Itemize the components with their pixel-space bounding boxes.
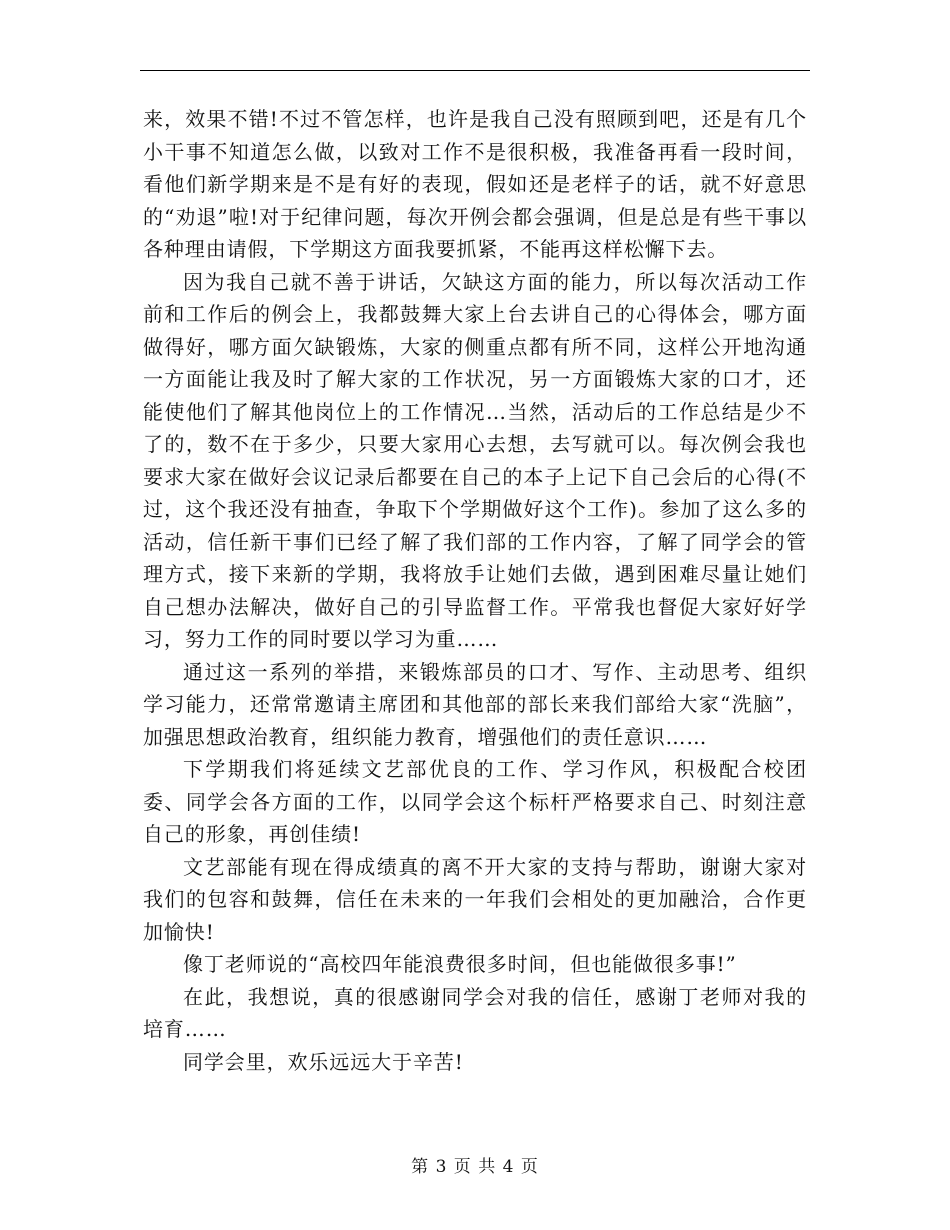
paragraph-1: 来，效果不错!不过不管怎样，也许是我自己没有照顾到吧，还是有几个小干事不知道怎么做，以致对工作不是很积极，我准备再看一段时间，看他们新学期来是不是有好的表现，假如还是老样子的话，就不好意思的“劝退”啦!对于纪律问题，每次开例会都会强调，但是总是有些干事以各种理由请假，下学期这方面我要抓紧，不能再这样松懈下去。 xyxy=(143,107,807,261)
paragraph-6: 像丁老师说的“高校四年能浪费很多时间，但也能做很多事!” xyxy=(183,952,737,976)
paragraph-3: 通过这一系列的举措，来锻炼部员的口才、写作、主动思考、组织学习能力，还常常邀请主席团和其他部的部长来我们部给大家“洗脑”，加强思想政治教育，组织能力教育，增强他们的责任意识…… xyxy=(143,659,807,749)
page-footer xyxy=(0,1152,950,1177)
paragraph-4: 下学期我们将延续文艺部优良的工作、学习作风，积极配合校团委、同学会各方面的工作，以同学会这个标杆严格要求自己、时刻注意自己的形象，再创佳绩! xyxy=(143,757,807,846)
document-body xyxy=(143,103,807,1078)
paragraph-8: 同学会里，欢乐远远大于辛苦! xyxy=(183,1049,464,1074)
paragraph-5: 文艺部能有现在得成绩真的离不开大家的支持与帮助，谢谢大家对我们的包容和鼓舞，信任在未来的一年我们会相处的更加融洽，合作更加愉快! xyxy=(143,854,807,944)
paragraph-7: 在此，我想说，真的很感谢同学会对我的信任，感谢丁老师对我的培育…… xyxy=(143,984,807,1041)
header-rule xyxy=(140,70,810,71)
paragraph-2: 因为我自己就不善于讲话，欠缺这方面的能力，所以每次活动工作前和工作后的例会上，我都鼓舞大家上台去讲自己的心得体会，哪方面做得好，哪方面欠缺锻炼，大家的侧重点都有所不同，这样公开地沟通一方面能让我及时了解大家的工作状况，另一方面锻炼大家的口才，还能使他们了解其他岗位上的工作情况…当然，活动后的工作总结是少不了的，数不在于多少，只要大家用心去想，去写就可以。每次例会我也要求大家在做好会议记录后都要在自己的本子上记下自己会后的心得(不过，这个我还没有抽查，争取下个学期做好这个工作)。参加了这么多的活动，信任新干事们已经了解了我们部的工作内容，了解了同学会的管理方式，接下来新的学期，我将放手让她们去做，遇到困难尽量让她们自己想办法解决，做好自己的引导监督工作。平常我也督促大家好好学习，努力工作的同时要以学习为重…… xyxy=(143,269,807,651)
page-number-label: 第 3 页 共 4 页 xyxy=(411,1157,539,1177)
